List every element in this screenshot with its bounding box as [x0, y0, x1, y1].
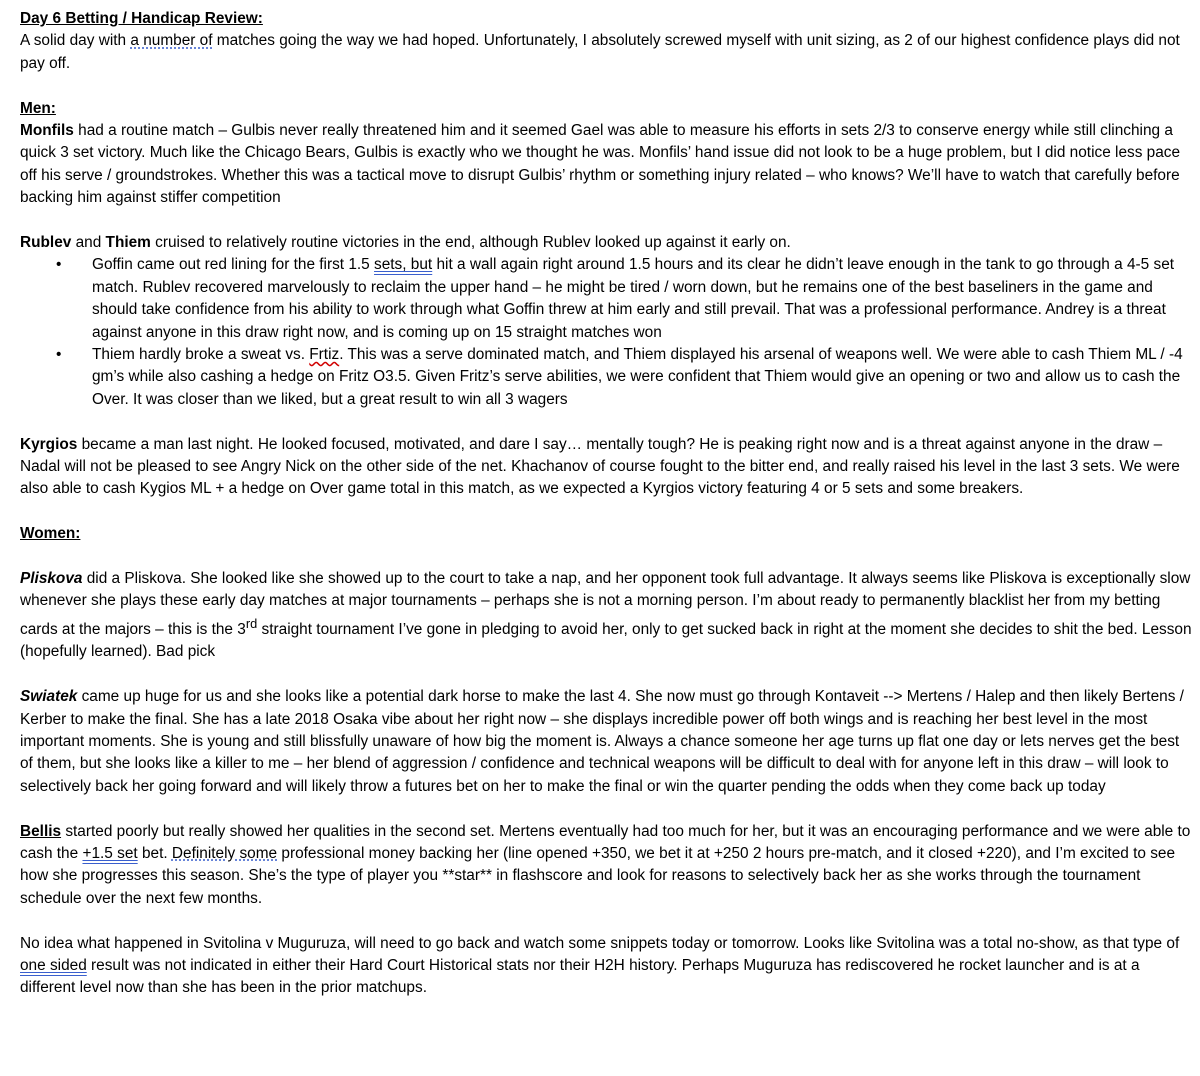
- men-heading: [20, 98, 1196, 120]
- bullet-goffin: [20, 254, 1196, 344]
- rublev-thiem-joiner: and: [71, 234, 106, 252]
- bellis-text-1: started poorly but really showed her qualities in the second set. Mertens eventually had too much for her, but it was an encouraging performance and we were able to cash the: [20, 822, 1191, 863]
- blank-line: [20, 75, 1196, 97]
- document-title: [20, 8, 1196, 30]
- kyrgios-name: Kyrgios: [20, 435, 78, 453]
- swiatek-text: came up huge for us and she looks like a potential dark horse to make the last 4. She now must go through Kontaveit --> Mertens / Halep and then likely Bertens / Kerber to make the final. She has a late 2018 Osaka vibe about her right now – she displays incredible power off both wings and is reaching her best level in the most important moments. She is young and still blissfully unaware of how big the moment is. Always a chance someone her age turns up flat one day or lets nerves get the best of them, but she looks like a killer to me – her blend of aggression / confidence and technical weapons will be difficult to deal with for anyone left in this draw – will look to selectively back her going forward and will likely throw a futures bet on her to make the final or win the quarter pending the odds when they come back up today: [20, 688, 1184, 795]
- kyrgios-text: became a man last night. He looked focused, motivated, and dare I say… mentally tough? He is peaking right now and is a threat against anyone in the draw – Nadal will not be pleased to see Angry Nick on the other side of the net. Khachanov of course fought to the bitter end, and really raised his level in the last 3 sets. We were also able to cash Kygios ML + a hedge on Over game total in this match, as we expected a Kyrgios victory featuring 4 or 5 sets and some breakers.: [20, 435, 1180, 498]
- bullet-goffin-text-1: Goffin came out red lining for the first 1.5: [92, 256, 375, 274]
- bellis-marked-1: +1.5 set: [82, 845, 138, 863]
- monfils-paragraph: [20, 120, 1196, 210]
- thiem-name: Thiem: [105, 234, 151, 252]
- blank-line: [20, 546, 1196, 568]
- document-body: [20, 8, 1196, 1000]
- rublev-thiem-bullets: [20, 254, 1196, 411]
- pliskova-paragraph: [20, 568, 1196, 664]
- blank-line: [20, 501, 1196, 523]
- swiatek-name: Swiatek: [20, 688, 78, 706]
- bullet-thiem-misspelling: Frtiz: [309, 346, 340, 364]
- pliskova-name: Pliskova: [20, 570, 83, 588]
- bullet-thiem-text-1: Thiem hardly broke a sweat vs.: [92, 346, 310, 364]
- women-heading: [20, 523, 1196, 545]
- blank-line: [20, 664, 1196, 686]
- bellis-name: Bellis: [20, 822, 62, 840]
- bullet-thiem: [20, 344, 1196, 411]
- women-heading-text: Women:: [20, 525, 81, 543]
- svitolina-paragraph: [20, 933, 1196, 1000]
- blank-line: [20, 411, 1196, 433]
- bullet-goffin-text-2: hit a wall again right around 1.5 hours and its clear he didn’t leave enough in the tank to go through a 4-5 set match. Rublev recovered marvelously to reclaim the upper hand – he might be tired / worn down, but he remains one of the best baseliners in the game and should take confidence from his ability to work through what Goffin threw at him early and still prevail. That was a professional performance. Andrey is a threat against anyone in this draw right now, and is coming up on 15 straight matches won: [92, 256, 1175, 341]
- svitolina-marked: one sided: [20, 957, 87, 975]
- pliskova-text-2: straight tournament I’ve gone in pledging to avoid her, only to get sucked back in right at the moment she decides to shit the bed. Lesson (hopefully learned). Bad pick: [20, 621, 1192, 661]
- rublev-thiem-paragraph: [20, 232, 1196, 254]
- pliskova-text-1: did a Pliskova. She looked like she showed up to the court to take a nap, and her opponent took full advantage. It always seems like Pliskova is exceptionally slow whenever she plays these early day matches at major tournaments – perhaps she is not a morning person. I’m about ready to permanently blacklist her from my betting cards at the majors – this is the 3: [20, 570, 1191, 639]
- swiatek-paragraph: [20, 686, 1196, 798]
- intro-paragraph: [20, 30, 1196, 75]
- rublev-name: Rublev: [20, 234, 72, 252]
- svitolina-text-2: result was not indicated in either their Hard Court Historical stats nor their H2H history. Perhaps Muguruza has rediscovered he rocket launcher and is at a different level now than she has been in the prior matchups.: [20, 957, 1140, 997]
- bullet-icon: •: [56, 256, 62, 274]
- intro-text-2: matches going the way we had hoped. Unfortunately, I absolutely screwed myself with unit sizing, as 2 of our highest confidence plays did not pay off.: [20, 32, 1180, 72]
- monfils-text: had a routine match – Gulbis never really threatened him and it seemed Gael was able to measure his efforts in sets 2/3 to conserve energy while still clinching a quick 3 set victory. Much like the Chicago Bears, Gulbis is exactly who we thought he was. Monfils’ hand issue did not look to be a huge problem, but I did notice less pace off his serve / groundstrokes. Whether this was a tactical move to disrupt Gulbis’ rhythm or something injury related – who knows? We’ll have to watch that carefully before backing him against stiffer competition: [20, 122, 1181, 207]
- bullet-icon: •: [56, 346, 62, 364]
- rublev-thiem-text: cruised to relatively routine victories in the end, although Rublev looked up against it early on.: [150, 234, 791, 252]
- bellis-marked-2: Definitely some: [171, 845, 278, 863]
- intro-text-1: A solid day with: [20, 32, 131, 50]
- blank-line: [20, 910, 1196, 932]
- men-heading-text: Men:: [20, 99, 56, 117]
- pliskova-ordinal-suffix: rd: [245, 615, 258, 631]
- blank-line: [20, 210, 1196, 232]
- svitolina-text-1: No idea what happened in Svitolina v Muguruza, will need to go back and watch some snippets today or tomorrow. Looks like Svitolina was a total no-show, as that type of: [20, 934, 1180, 952]
- monfils-name: Monfils: [20, 122, 74, 140]
- blank-line: [20, 798, 1196, 820]
- title-text: Day 6 Betting / Handicap Review:: [20, 10, 263, 27]
- bellis-text-2: bet.: [137, 845, 172, 863]
- bullet-goffin-marked: sets, but: [374, 256, 433, 274]
- bellis-paragraph: [20, 821, 1196, 911]
- intro-marked-phrase: a number of: [130, 32, 213, 50]
- bullet-thiem-text-2: . This was a serve dominated match, and Thiem displayed his arsenal of weapons well. We were able to cash Thiem ML / -4 gm’s while also cashing a hedge on Fritz O3.5. Given Fritz’s serve abilities, we were confident that Thiem would give an opening or two and allow us to cash the Over. It was closer than we liked, but a great result to win all 3 wagers: [92, 346, 1183, 408]
- bellis-text-3: professional money backing her (line opened +350, we bet it at +250 2 hours pre-match, and it closed +220), and I’m excited to see how she progresses this season. She’s the type of player you **star** in flashscore and look for reasons to selectively back her as she works through the tournament schedule over the next few months.: [20, 845, 1176, 907]
- kyrgios-paragraph: [20, 434, 1196, 501]
